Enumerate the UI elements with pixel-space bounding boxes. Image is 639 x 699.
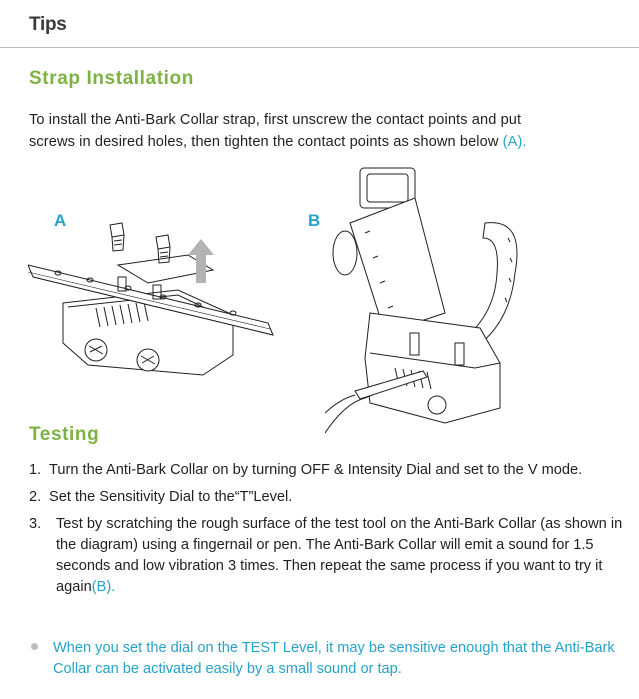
- page-header: [0, 0, 639, 49]
- figure-b-reference: (B).: [91, 579, 116, 595]
- figure-b-label: B: [308, 211, 321, 230]
- testing-step-3: 3. Test by scratching the rough surface of the test tool on the Anti-Bark Collar (as shown in the diagram) using a fingernail or pen. The Anti-Bark Collar will emit a sound for 1.5 seconds and low vibration 3 times. Then repeat the same process if you want to try it again(B).: [29, 516, 623, 595]
- testing-heading: Testing: [29, 424, 100, 445]
- figure-a-reference: (A).: [502, 134, 527, 150]
- strap-installation-heading: Strap Installation: [29, 68, 194, 89]
- testing-note-text: When you set the dial on the TEST Level, it may be sensitive enough that the Anti-Bark Collar can be activated easily by a small sound or tap.: [53, 640, 615, 677]
- testing-step-1: 1. Turn the Anti-Bark Collar on by turning OFF & Intensity Dial and set to the V mode.: [29, 462, 583, 478]
- strap-installation-text: [29, 109, 629, 153]
- page-title: Tips: [29, 14, 67, 35]
- figure-b-testing-illustration: [325, 163, 525, 438]
- header-divider: [0, 47, 639, 48]
- strap-text-line2: [29, 131, 629, 153]
- testing-steps-list: [29, 460, 629, 604]
- figure-a-label: A: [54, 211, 67, 230]
- strap-text-line2-main: screws in desired holes, then tighten the contact points as shown below: [29, 134, 503, 150]
- figure-a-strap-installation-illustration: [28, 215, 293, 385]
- note-bullet-icon: [31, 643, 38, 650]
- testing-note: [29, 638, 629, 680]
- strap-text-line1: To install the Anti-Bark Collar strap, first unscrew the contact points and put: [29, 112, 522, 128]
- testing-step-2: 2. Set the Sensitivity Dial to the“T”Level.: [29, 489, 293, 505]
